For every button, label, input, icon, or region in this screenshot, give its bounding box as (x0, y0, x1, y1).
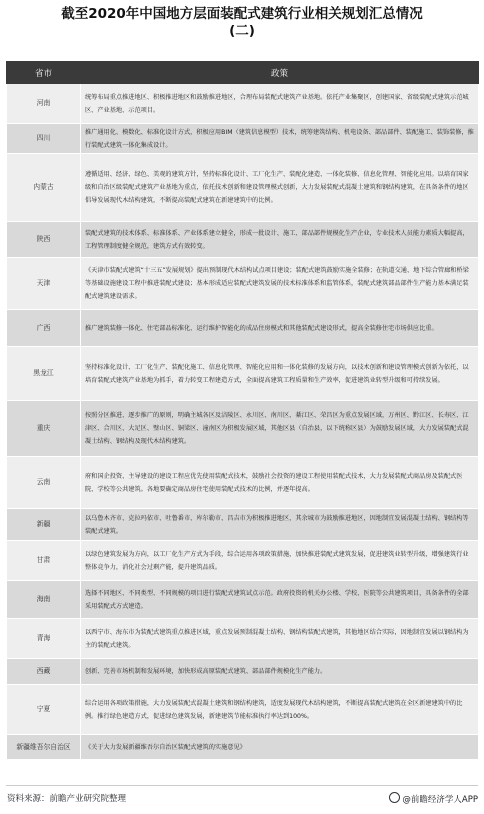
table-row (7, 685, 479, 735)
table-row (7, 310, 479, 347)
brand-logo-icon (389, 792, 400, 803)
brand-credit (389, 792, 478, 805)
policy-cell: 按照分区推进、逐步推广的原则，明确主城各区及涪陵区、永川区、南川区、綦江区、荣昌区为重点发展区域，万州区、黔江区、长寿区、江津区、合川区、大足区、璧山区、铜梁区、潼南区为积极发展区域，其他区县（自治县，以下统称区县）为鼓励发展区域，大力发展装配式混凝土结构、钢结构及现代木结构建筑。 (81, 401, 479, 457)
table-row (7, 581, 479, 619)
table-row (7, 401, 479, 457)
table-row (7, 258, 479, 310)
policy-cell: 以西宁市、海东市为装配式建筑重点推进区域，重点发展预制混凝土结构、钢结构装配式建筑，其他地区结合实际，因地制宜发展以钢结构为主的装配式建筑。 (81, 619, 479, 659)
title-line-2: (二) (229, 23, 255, 39)
page-title (0, 6, 484, 40)
province-cell: 云南 (7, 457, 81, 509)
policy-cell: 《天津市装配式建筑“十三五”发展规划》提出预制现代木结构试点项目建设；装配式建筑鼓励实施全装修；在轨道交通、地下综合管廊和桥梁等基础设施建设工程中推进装配式建设；基本形成适应装配式建筑发展的技术标准体系和监管体系，装配式建筑部品部件生产能力基本满足装配式建筑建设需求。 (81, 258, 479, 310)
table-header-row (7, 62, 479, 84)
source-note: 资料来源：前瞻产业研究院整理 (7, 794, 127, 804)
province-cell: 天津 (7, 258, 81, 310)
header-policy: 政策 (81, 62, 479, 84)
province-cell: 新疆 (7, 509, 81, 541)
province-cell: 河南 (7, 84, 81, 124)
province-cell: 黑龙江 (7, 347, 81, 401)
province-cell: 内蒙古 (7, 154, 81, 222)
province-cell: 青海 (7, 619, 81, 659)
policy-cell: 选择不同地区、不同类型、不同规模的项目进行装配式建筑试点示范。政府投资的机关办公楼、学校、医院等公共建筑项目，具备条件的全部采用装配式方式建造。 (81, 581, 479, 619)
province-cell: 甘肃 (7, 541, 81, 581)
policy-cell: 创新、完善市场机制和发展环境，加快形成高原装配式建筑、部品部件规模化生产能力。 (81, 659, 479, 685)
policy-cell: 以乌鲁木齐市、克拉玛依市、吐鲁番市、库尔勒市、昌吉市为积极推进地区，其余城市为鼓励推进地区，因地制宜发展混凝土结构、钢结构等装配式建筑。 (81, 509, 479, 541)
policy-cell: 统筹布局重点推进地区、积极推进地区和鼓励推进地区，合理布局装配式建筑产业基地。依托产业集聚区，创建国家、省级装配式建筑示范城区、产业基地、示范项目。 (81, 84, 479, 124)
policy-cell: 装配式建筑的技术体系、标准体系、产业体系建立健全，形成一批设计、施工、部品部件规模化生产企业，专业技术人员能力素质大幅提高，工程管理制度健全规范，建筑方式有效转变。 (81, 222, 479, 258)
header-province: 省市 (7, 62, 81, 84)
title-line-1: 截至2020年中国地方层面装配式建筑行业相关规划汇总情况 (61, 6, 423, 22)
table-row (7, 124, 479, 154)
policy-cell: 遵循适用、经济、绿色、美观的建筑方针，坚持标准化设计、工厂化生产、装配化建造、一体化装修、信息化管理、智能化应用。以培育国家级和自治区级装配式建筑产业基地为重点，依托技术创新和建设管理模式创新，大力发展装配式混凝土建筑和钢结构建筑，在具备条件的地区倡导发展现代木结构建筑，不断提高装配式建筑在新建建筑中的比例。 (81, 154, 479, 222)
footer-divider (6, 785, 478, 786)
table-row (7, 347, 479, 401)
policy-cell: 府和国企投资、主导建设的建设工程应优先使用装配式技术，鼓励社会投资的建设工程使用装配式技术，大力发展装配式商品房及装配式医院、学校等公共建筑。各地要确定商品房住宅使用装配式技术的比例，并逐年提高。 (81, 457, 479, 509)
table-row (7, 457, 479, 509)
policy-cell: 推广通用化、模数化、标准化设计方式，积极应用BIM（建筑信息模型）技术，统筹建筑结构、机电设备、部品部件、装配施工、装饰装修，推行装配式建筑一体化集成设计。 (81, 124, 479, 154)
policy-cell: 综合运用各项政策措施，大力发展装配式混凝土建筑和钢结构建筑，适度发展现代木结构建筑，不断提高装配式建筑在全区新建建筑中的比例。推行绿色建造方式，促进绿色建筑发展，新建建筑节能标准执行率达到100%。 (81, 685, 479, 735)
table-row (7, 735, 479, 760)
table-row (7, 509, 479, 541)
brand-text: @前瞻经济学人APP (402, 795, 478, 805)
table-row (7, 659, 479, 685)
province-cell: 海南 (7, 581, 81, 619)
table-row (7, 619, 479, 659)
province-cell: 四川 (7, 124, 81, 154)
province-cell: 宁夏 (7, 685, 81, 735)
table-row (7, 222, 479, 258)
province-cell: 新疆维吾尔自治区 (7, 735, 81, 760)
policy-cell: 以绿色建筑发展为方向，以工厂化生产方式为手段，综合运用各项政策措施，加快推进装配式建筑发展，促进建筑业转型升级，增强建筑行业整体竞争力，消化社会过剩产能，提升建筑品质。 (81, 541, 479, 581)
province-cell: 陕西 (7, 222, 81, 258)
footer (0, 789, 484, 809)
province-cell: 重庆 (7, 401, 81, 457)
table-row (7, 84, 479, 124)
province-cell: 广西 (7, 310, 81, 347)
policy-cell: 推广建筑装修一体化、住宅部品标准化、运行维护智能化的成品住房模式和其他装配式建设形式，提高全装修住宅市场供应比重。 (81, 310, 479, 347)
policy-cell: 《关于大力发展新疆维吾尔自治区装配式建筑的实施意见》 (81, 735, 479, 760)
table-row (7, 541, 479, 581)
policy-cell: 坚持标准化设计、工厂化生产、装配化施工、信息化管理、智能化应用和一体化装修的发展方向，以技术创新和建设管理模式创新为依托，以培育装配式建筑产业基地为抓手，着力转变工程建造方式，全面提高建筑工程质量和生产效率，促进建筑业转型升级和可持续发展。 (81, 347, 479, 401)
province-cell: 西藏 (7, 659, 81, 685)
policy-table (6, 61, 479, 760)
table-row (7, 154, 479, 222)
